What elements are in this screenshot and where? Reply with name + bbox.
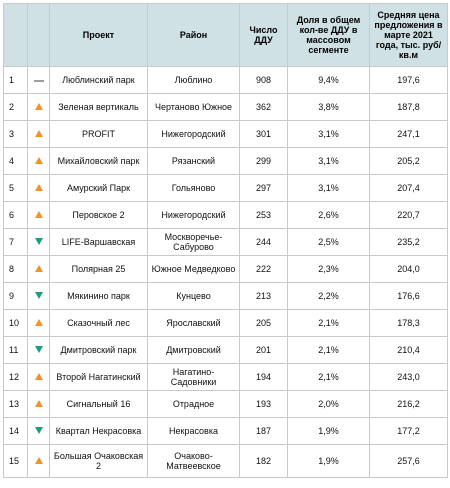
price-value: 210,4 <box>370 337 448 364</box>
share-value: 1,9% <box>288 418 370 445</box>
row-number: 12 <box>4 364 28 391</box>
triangle-up-icon <box>35 400 43 407</box>
share-value: 2,1% <box>288 337 370 364</box>
project-name: PROFIT <box>50 121 148 148</box>
table-row <box>4 148 448 175</box>
ddu-count: 301 <box>240 121 288 148</box>
triangle-down-icon <box>35 346 43 353</box>
project-name: Люблинский парк <box>50 67 148 94</box>
project-name: Зеленая вертикаль <box>50 94 148 121</box>
table-row <box>4 121 448 148</box>
trend-cell <box>28 445 50 478</box>
row-number: 1 <box>4 67 28 94</box>
project-name: Полярная 25 <box>50 256 148 283</box>
trend-cell <box>28 364 50 391</box>
triangle-up-icon <box>35 373 43 380</box>
ddu-count: 253 <box>240 202 288 229</box>
trend-cell <box>28 256 50 283</box>
project-name: Михайловский парк <box>50 148 148 175</box>
price-value: 220,7 <box>370 202 448 229</box>
project-name: Перовское 2 <box>50 202 148 229</box>
project-name: Мякинино парк <box>50 283 148 310</box>
share-value: 2,1% <box>288 364 370 391</box>
header-share: Доля в общем кол-ве ДДУ в массовом сегменте <box>288 4 370 67</box>
row-number: 7 <box>4 229 28 256</box>
ddu-count: 182 <box>240 445 288 478</box>
share-value: 3,1% <box>288 121 370 148</box>
row-number: 9 <box>4 283 28 310</box>
table-row <box>4 175 448 202</box>
price-value: 176,6 <box>370 283 448 310</box>
row-number: 6 <box>4 202 28 229</box>
ranking-table-container <box>3 3 447 478</box>
price-value: 187,8 <box>370 94 448 121</box>
share-value: 2,5% <box>288 229 370 256</box>
district-name: Отрадное <box>148 391 240 418</box>
triangle-up-icon <box>35 457 43 464</box>
price-value: 235,2 <box>370 229 448 256</box>
dash-icon <box>34 80 44 82</box>
project-name: Большая Очаковская 2 <box>50 445 148 478</box>
triangle-up-icon <box>35 211 43 218</box>
ddu-count: 244 <box>240 229 288 256</box>
share-value: 2,6% <box>288 202 370 229</box>
share-value: 3,1% <box>288 175 370 202</box>
project-name: Сказочный лес <box>50 310 148 337</box>
ddu-count: 201 <box>240 337 288 364</box>
row-number: 8 <box>4 256 28 283</box>
table-row <box>4 364 448 391</box>
triangle-up-icon <box>35 130 43 137</box>
district-name: Рязанский <box>148 148 240 175</box>
trend-cell <box>28 94 50 121</box>
price-value: 197,6 <box>370 67 448 94</box>
ddu-count: 299 <box>240 148 288 175</box>
table-header-row <box>4 4 448 67</box>
share-value: 1,9% <box>288 445 370 478</box>
table-row <box>4 337 448 364</box>
price-value: 216,2 <box>370 391 448 418</box>
table-row <box>4 202 448 229</box>
district-name: Москворечье-Сабурово <box>148 229 240 256</box>
trend-cell <box>28 418 50 445</box>
triangle-up-icon <box>35 157 43 164</box>
district-name: Южное Медведково <box>148 256 240 283</box>
district-name: Чертаново Южное <box>148 94 240 121</box>
row-number: 3 <box>4 121 28 148</box>
trend-cell <box>28 148 50 175</box>
district-name: Некрасовка <box>148 418 240 445</box>
table-row <box>4 229 448 256</box>
row-number: 10 <box>4 310 28 337</box>
header-num <box>4 4 28 67</box>
table-row <box>4 94 448 121</box>
district-name: Нагатино-Садовники <box>148 364 240 391</box>
price-value: 177,2 <box>370 418 448 445</box>
header-trend <box>28 4 50 67</box>
trend-cell <box>28 175 50 202</box>
share-value: 2,0% <box>288 391 370 418</box>
trend-cell <box>28 310 50 337</box>
row-number: 15 <box>4 445 28 478</box>
price-value: 207,4 <box>370 175 448 202</box>
triangle-up-icon <box>35 319 43 326</box>
price-value: 243,0 <box>370 364 448 391</box>
district-name: Дмитровский <box>148 337 240 364</box>
table-row <box>4 256 448 283</box>
ddu-count: 213 <box>240 283 288 310</box>
triangle-down-icon <box>35 427 43 434</box>
district-name: Ярославский <box>148 310 240 337</box>
triangle-up-icon <box>35 103 43 110</box>
row-number: 13 <box>4 391 28 418</box>
header-ddu-count: Число ДДУ <box>240 4 288 67</box>
share-value: 3,1% <box>288 148 370 175</box>
triangle-down-icon <box>35 292 43 299</box>
table-row <box>4 391 448 418</box>
row-number: 11 <box>4 337 28 364</box>
share-value: 2,2% <box>288 283 370 310</box>
triangle-up-icon <box>35 265 43 272</box>
price-value: 247,1 <box>370 121 448 148</box>
project-name: Дмитровский парк <box>50 337 148 364</box>
header-project: Проект <box>50 4 148 67</box>
project-name: Квартал Некрасовка <box>50 418 148 445</box>
row-number: 4 <box>4 148 28 175</box>
triangle-up-icon <box>35 184 43 191</box>
price-value: 178,3 <box>370 310 448 337</box>
ddu-count: 908 <box>240 67 288 94</box>
table-row <box>4 67 448 94</box>
district-name: Кунцево <box>148 283 240 310</box>
price-value: 204,0 <box>370 256 448 283</box>
ddu-count: 205 <box>240 310 288 337</box>
ddu-count: 194 <box>240 364 288 391</box>
district-name: Очаково-Матвеевское <box>148 445 240 478</box>
share-value: 9,4% <box>288 67 370 94</box>
trend-cell <box>28 67 50 94</box>
price-value: 205,2 <box>370 148 448 175</box>
project-name: LIFE-Варшавская <box>50 229 148 256</box>
triangle-down-icon <box>35 238 43 245</box>
project-name: Сигнальный 16 <box>50 391 148 418</box>
project-name: Амурский Парк <box>50 175 148 202</box>
trend-cell <box>28 283 50 310</box>
table-row <box>4 445 448 478</box>
ddu-count: 362 <box>240 94 288 121</box>
row-number: 5 <box>4 175 28 202</box>
trend-cell <box>28 229 50 256</box>
row-number: 2 <box>4 94 28 121</box>
share-value: 3,8% <box>288 94 370 121</box>
district-name: Люблино <box>148 67 240 94</box>
project-name: Второй Нагатинский <box>50 364 148 391</box>
ddu-count: 187 <box>240 418 288 445</box>
ddu-count: 297 <box>240 175 288 202</box>
trend-cell <box>28 121 50 148</box>
district-name: Нижегородский <box>148 121 240 148</box>
ddu-count: 193 <box>240 391 288 418</box>
trend-cell <box>28 202 50 229</box>
ddu-count: 222 <box>240 256 288 283</box>
header-district: Район <box>148 4 240 67</box>
price-value: 257,6 <box>370 445 448 478</box>
row-number: 14 <box>4 418 28 445</box>
district-name: Гольяново <box>148 175 240 202</box>
table-row <box>4 310 448 337</box>
table-row <box>4 283 448 310</box>
table-row <box>4 418 448 445</box>
district-name: Нижегородский <box>148 202 240 229</box>
share-value: 2,3% <box>288 256 370 283</box>
share-value: 2,1% <box>288 310 370 337</box>
header-price: Средняя цена предложения в марте 2021 года, тыс. руб/кв.м <box>370 4 448 67</box>
trend-cell <box>28 337 50 364</box>
trend-cell <box>28 391 50 418</box>
ranking-table <box>3 3 448 478</box>
